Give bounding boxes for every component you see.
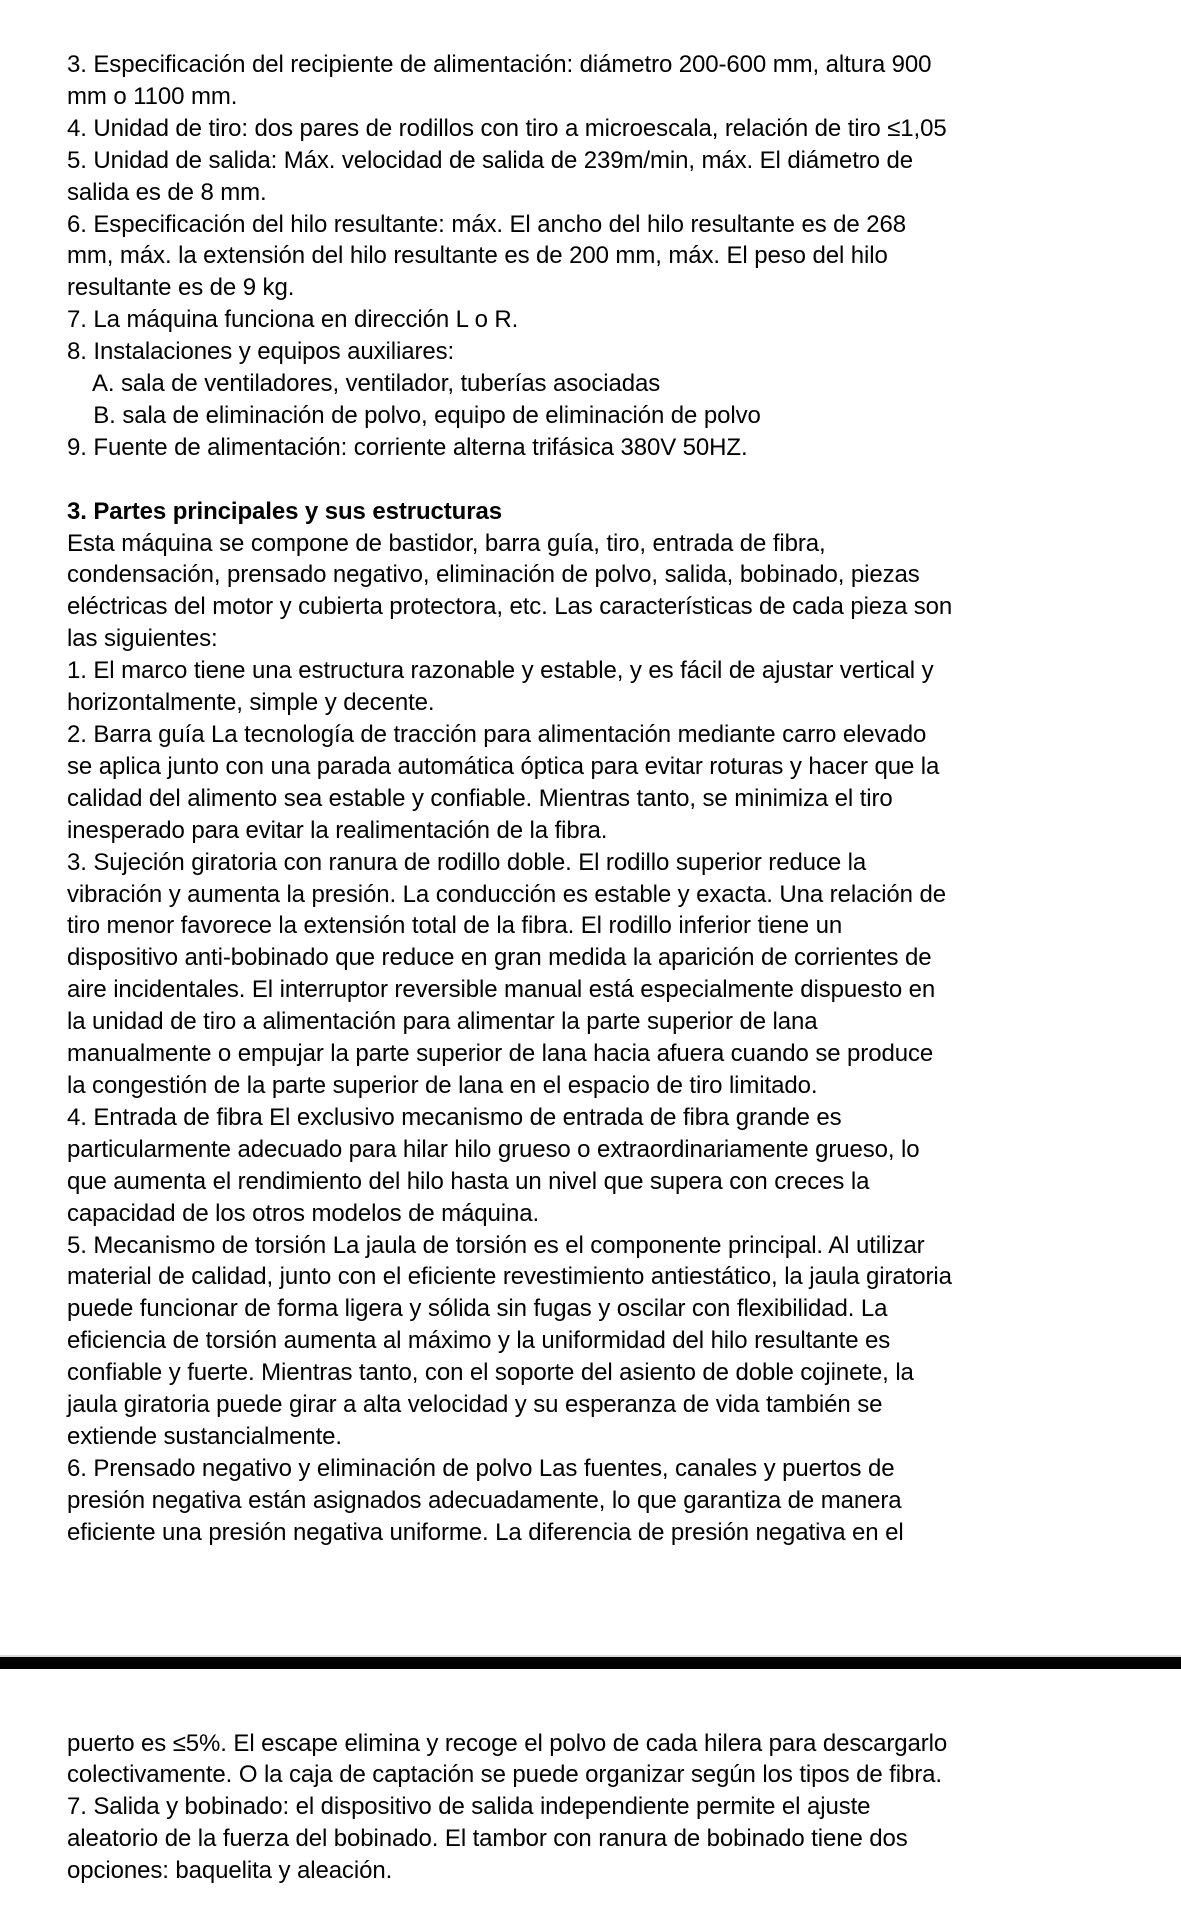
text-line: salida es de 8 mm. (67, 178, 267, 206)
text-line: dispositivo anti-bobinado que reduce en gran medida la aparición de corrientes de (67, 944, 932, 972)
section-body (67, 528, 1141, 1549)
text-line: 5. Unidad de salida: Máx. velocidad de salida de 239m/min, máx. El diámetro de (67, 146, 913, 174)
text-line: tiro menor favorece la extensión total de la fibra. El rodillo inferior tiene un (67, 912, 843, 940)
text-line: eficiente una presión negativa uniforme. La diferencia de presión negativa en el (67, 1518, 904, 1546)
text-line: vibración y aumenta la presión. La conducción es estable y exacta. Una relación de (67, 880, 946, 908)
text-line: presión negativa están asignados adecuadamente, lo que garantiza de manera (67, 1486, 902, 1514)
text-line: 7. La máquina funciona en dirección L o R. (67, 306, 519, 334)
text-line: aire incidentales. El interruptor reversible manual está especialmente dispuesto en (67, 976, 936, 1004)
text-line: material de calidad, junto con el eficiente revestimiento antiestático, la jaula giratoria (67, 1263, 952, 1291)
text-line: mm, máx. la extensión del hilo resultante es de 200 mm, máx. El peso del hilo (67, 242, 888, 270)
text-line: la unidad de tiro a alimentación para alimentar la parte superior de lana (67, 1008, 818, 1036)
text-line: capacidad de los otros modelos de máquina. (67, 1199, 540, 1227)
text-line: calidad del alimento sea estable y confiable. Mientras tanto, se minimiza el tiro (67, 784, 893, 812)
text-line: 1. El marco tiene una estructura razonable y estable, y es fácil de ajustar vertical y (67, 657, 934, 685)
text-line: 8. Instalaciones y equipos auxiliares: (67, 338, 455, 366)
text-line: condensación, prensado negativo, eliminación de polvo, salida, bobinado, piezas (67, 561, 920, 589)
text-line: 4. Unidad de tiro: dos pares de rodillos con tiro a microescala, relación de tiro ≤1,05 (67, 114, 947, 142)
document-page-2 (0, 1728, 1181, 1888)
text-line: 2. Barra guía La tecnología de tracción para alimentación mediante carro elevado (67, 721, 927, 749)
page2-paragraph (67, 1728, 1141, 1888)
text-line: puede funcionar de forma ligera y sólida sin fugas y oscilar con flexibilidad. La (67, 1295, 888, 1323)
text-line: extiende sustancialmente. (67, 1422, 343, 1450)
text-line: 6. Prensado negativo y eliminación de polvo Las fuentes, canales y puertos de (67, 1454, 895, 1482)
text-line: 3. Sujeción giratoria con ranura de rodillo doble. El rodillo superior reduce la (67, 848, 867, 876)
text-line: A. sala de ventiladores, ventilador, tuberías asociadas (67, 370, 661, 398)
text-line: se aplica junto con una parada automática óptica para evitar roturas y hacer que la (67, 752, 940, 780)
text-line: 9. Fuente de alimentación: corriente alterna trifásica 380V 50HZ. (67, 433, 748, 461)
text-line: 4. Entrada de fibra El exclusivo mecanismo de entrada de fibra grande es (67, 1103, 842, 1131)
text-line: manualmente o empujar la parte superior de lana hacia afuera cuando se produce (67, 1040, 934, 1068)
text-line: colectivamente. O la caja de captación se puede organizar según los tipos de fibra. (67, 1761, 942, 1789)
text-line: puerto es ≤5%. El escape elimina y recoge el polvo de cada hilera para descargarlo (67, 1729, 948, 1757)
text-line: que aumenta el rendimiento del hilo hasta un nivel que supera con creces la (67, 1167, 870, 1195)
text-line: resultante es de 9 kg. (67, 274, 295, 302)
section-heading: 3. Partes principales y sus estructuras (67, 497, 502, 525)
text-line: 3. Especificación del recipiente de alimentación: diámetro 200-600 mm, altura 900 (67, 51, 932, 78)
text-line: confiable y fuerte. Mientras tanto, con el soporte del asiento de doble cojinete, la (67, 1359, 914, 1387)
text-line: 7. Salida y bobinado: el dispositivo de salida independiente permite el ajuste (67, 1793, 871, 1821)
blank-line (67, 464, 1141, 496)
text-line: la congestión de la parte superior de lana en el espacio de tiro limitado. (67, 1071, 818, 1099)
text-line: las siguientes: (67, 625, 218, 653)
text-line: 6. Especificación del hilo resultante: máx. El ancho del hilo resultante es de 268 (67, 210, 906, 238)
text-line: particularmente adecuado para hilar hilo grueso o extraordinariamente grueso, lo (67, 1135, 920, 1163)
text-line: eléctricas del motor y cubierta protectora, etc. Las características de cada pieza son (67, 593, 953, 621)
text-line: eficiencia de torsión aumenta al máximo y la uniformidad del hilo resultante es (67, 1327, 891, 1355)
text-line: Esta máquina se compone de bastidor, barra guía, tiro, entrada de fibra, (67, 529, 826, 557)
text-line: aleatorio de la fuerza del bobinado. El tambor con ranura de bobinado tiene dos (67, 1825, 908, 1853)
text-line: 5. Mecanismo de torsión La jaula de torsión es el componente principal. Al utilizar (67, 1231, 925, 1259)
page-break-divider (0, 1655, 1181, 1669)
spec-list (67, 49, 1141, 464)
text-line: inesperado para evitar la realimentación de la fibra. (67, 816, 608, 844)
text-line: mm o 1100 mm. (67, 82, 238, 110)
text-line: jaula giratoria puede girar a alta velocidad y su esperanza de vida también se (67, 1391, 883, 1419)
text-line: opciones: baquelita y aleación. (67, 1857, 393, 1885)
text-line: B. sala de eliminación de polvo, equipo de eliminación de polvo (67, 401, 761, 429)
text-line: horizontalmente, simple y decente. (67, 689, 435, 717)
